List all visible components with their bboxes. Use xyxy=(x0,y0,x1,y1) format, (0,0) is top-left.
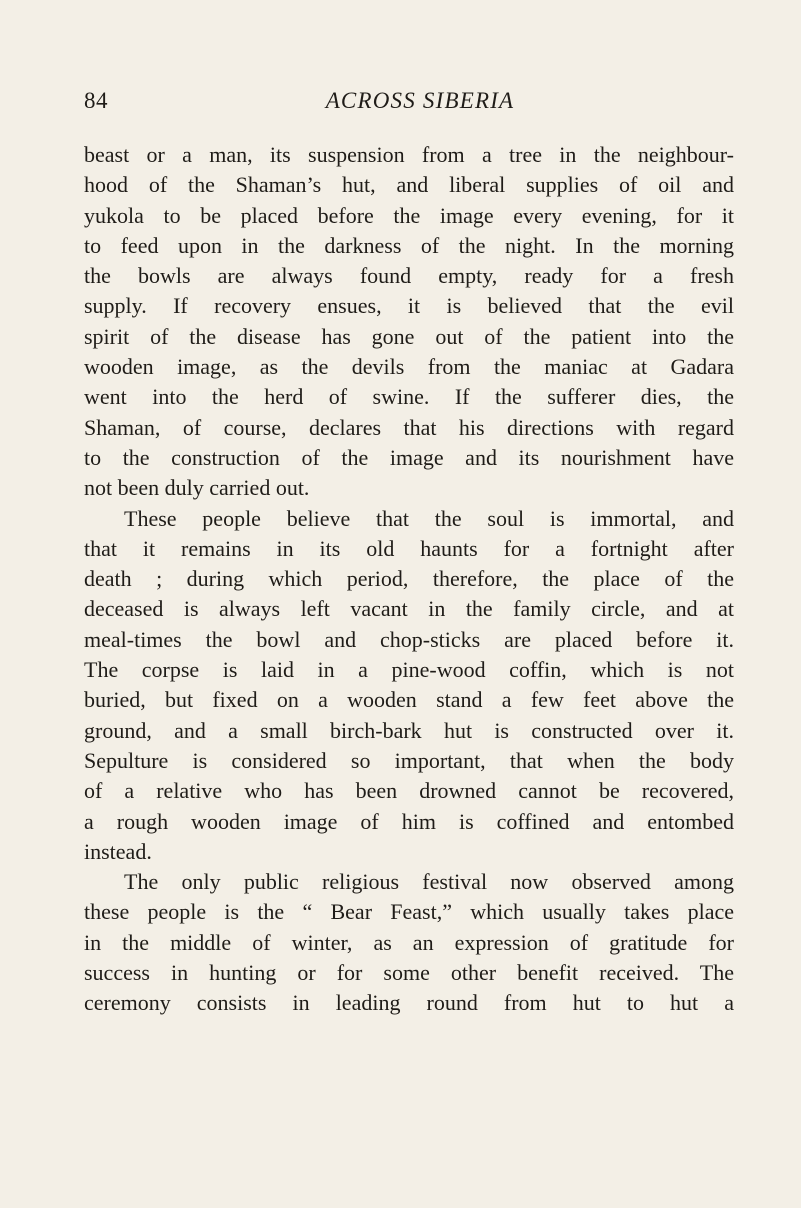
text-line: to feed upon in the darkness of the night. In the morning xyxy=(84,232,734,258)
text-line: yukola to be placed before the image every evening, for it xyxy=(84,202,734,228)
text-line: of a relative who has been drowned cannot be recovered, xyxy=(84,778,734,804)
text-line: beast or a man, its suspension from a tree in the neighbour- xyxy=(84,142,734,167)
running-head xyxy=(84,84,734,118)
paragraph-start-line: These people believe that the soul is immortal, and xyxy=(124,505,734,531)
text-line: supply. If recovery ensues, it is believed that the evil xyxy=(84,293,734,319)
text-line: hood of the Shaman’s hut, and liberal supplies of oil and xyxy=(84,172,734,198)
text-line: a rough wooden image of him is coffined and entombed xyxy=(84,808,734,834)
text-line: success in hunting or for some other benefit received. The xyxy=(84,960,734,986)
body-text xyxy=(84,140,734,1019)
text-line: these people is the “ Bear Feast,” which usually takes place xyxy=(84,899,734,925)
text-line: death ; during which period, therefore, the place of the xyxy=(84,566,734,592)
text-line: went into the herd of swine. If the sufferer dies, the xyxy=(84,384,734,410)
page-number: 84 xyxy=(84,88,108,113)
text-line: buried, but fixed on a wooden stand a few feet above the xyxy=(84,687,734,713)
text-line: to the construction of the image and its nourishment have xyxy=(84,444,734,470)
text-line: the bowls are always found empty, ready for a fresh xyxy=(84,263,734,289)
paragraph-end-line: not been duly carried out. xyxy=(84,475,310,501)
paragraph-end-line: instead. xyxy=(84,838,152,864)
text-line: that it remains in its old haunts for a fortnight after xyxy=(84,535,734,561)
text-line: Shaman, of course, declares that his directions with regard xyxy=(84,414,734,440)
text-line: wooden image, as the devils from the maniac at Gadara xyxy=(84,354,734,380)
text-line: spirit of the disease has gone out of the patient into the xyxy=(84,323,734,349)
text-line: ground, and a small birch-bark hut is constructed over it. xyxy=(84,717,734,743)
text-line: The corpse is laid in a pine-wood coffin, which is not xyxy=(84,657,734,683)
text-line: deceased is always left vacant in the family circle, and at xyxy=(84,596,734,622)
text-line: meal-times the bowl and chop-sticks are placed before it. xyxy=(84,626,734,652)
running-title: ACROSS SIBERIA xyxy=(325,88,515,113)
text-line: in the middle of winter, as an expression of gratitude for xyxy=(84,929,734,955)
text-line: Sepulture is considered so important, that when the body xyxy=(84,747,734,773)
text-line: ceremony consists in leading round from hut to hut a xyxy=(84,990,734,1016)
paragraph-start-line: The only public religious festival now observed among xyxy=(124,869,734,895)
